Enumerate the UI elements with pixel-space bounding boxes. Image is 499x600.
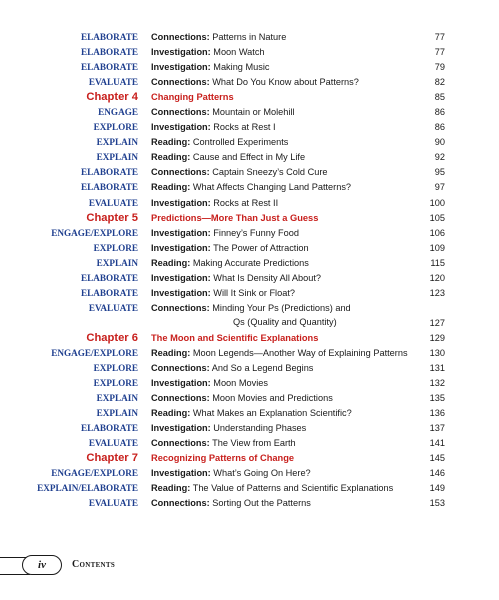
page-number-ref: 132	[429, 377, 445, 388]
entry-type: Reading:	[151, 152, 191, 163]
entry-type: Connections:	[151, 438, 210, 449]
toc-entry	[0, 135, 499, 150]
entry-title	[151, 45, 441, 60]
entry-title	[151, 481, 441, 496]
entry-title	[151, 105, 441, 120]
lesson-phase: EVALUATE	[88, 498, 138, 509]
page-number-ref: 105	[429, 212, 445, 223]
page-number-ref: 86	[434, 122, 445, 133]
lesson-phase: EVALUATE	[88, 302, 138, 313]
page-number-ref: 86	[434, 107, 445, 118]
toc-entry	[0, 150, 499, 165]
entry-title-text: Moon Legends—Another Way of Explaining Patterns	[192, 347, 408, 358]
entry-title-text: The Value of Patterns and Scientific Explanations	[192, 483, 394, 494]
toc-entry	[0, 286, 499, 301]
entry-title-text: Understanding Phases	[213, 423, 307, 434]
entry-type: Connections:	[151, 302, 210, 313]
entry-type: Reading:	[151, 408, 191, 419]
page-footer	[0, 555, 499, 575]
lesson-phase: ELABORATE	[80, 423, 138, 434]
toc-entry	[0, 196, 499, 211]
lesson-phase: ELABORATE	[80, 287, 138, 298]
entry-title-text: The View from Earth	[212, 438, 296, 449]
entry-type: Investigation:	[151, 377, 211, 388]
entry-title	[151, 150, 441, 165]
entry-title-text: Finney’s Funny Food	[213, 227, 299, 238]
lesson-phase: EVALUATE	[88, 77, 138, 88]
page-number-ref: 82	[434, 77, 445, 88]
entry-type: Connections:	[151, 77, 210, 88]
entry-type: Connections:	[151, 362, 210, 373]
entry-title	[151, 120, 441, 135]
entry-type: Investigation:	[151, 122, 211, 133]
toc-entry	[0, 241, 499, 256]
page-number-ref: 100	[429, 197, 445, 208]
toc-entry	[0, 271, 499, 286]
lesson-phase: EVALUATE	[88, 197, 138, 208]
toc-entry	[0, 180, 499, 195]
page-number-ref: 97	[434, 182, 445, 193]
toc-entry	[0, 496, 499, 511]
lesson-phase: EVALUATE	[88, 438, 138, 449]
entry-type: Reading:	[151, 182, 191, 193]
lesson-phase: ENGAGE/EXPLORE	[51, 468, 138, 479]
toc-chapter-heading	[0, 211, 499, 226]
entry-title	[151, 241, 441, 256]
lesson-phase: EXPLAIN/ELABORATE	[37, 483, 138, 494]
entry-type: Connections:	[151, 32, 210, 42]
entry-title-text: Moon Watch	[213, 47, 265, 58]
entry-title-text: What Affects Changing Land Patterns?	[192, 182, 352, 193]
entry-type: Reading:	[151, 257, 191, 268]
lesson-phase: ELABORATE	[80, 167, 138, 178]
entry-title	[151, 60, 441, 75]
entry-title	[151, 165, 441, 180]
toc-entry	[0, 301, 499, 331]
entry-title-text: Controlled Experiments	[192, 137, 289, 148]
entry-title-text: Making Accurate Predictions	[192, 257, 309, 268]
lesson-phase: ENGAGE/EXPLORE	[51, 347, 138, 358]
page-number-ref: 77	[434, 32, 445, 42]
entry-title	[151, 421, 441, 436]
page-number-ref: 153	[429, 498, 445, 509]
entry-title-text: Sorting Out the Patterns	[212, 498, 311, 509]
toc-entry	[0, 165, 499, 180]
entry-type: Investigation:	[151, 227, 211, 238]
chapter-number: Chapter 4	[86, 91, 138, 104]
entry-type: Connections:	[151, 498, 210, 509]
toc-entry	[0, 406, 499, 421]
toc-entry	[0, 391, 499, 406]
entry-title	[151, 75, 441, 90]
entry-type: Investigation:	[151, 272, 211, 283]
toc-entry	[0, 105, 499, 120]
page-number-ref: 135	[429, 393, 445, 404]
entry-title-text: Minding Your Ps (Predictions) and	[212, 302, 351, 313]
page-number-ref: 106	[429, 227, 445, 238]
toc-entry	[0, 226, 499, 241]
lesson-phase: EXPLAIN	[96, 257, 138, 268]
entry-title-text: Moon Movies and Predictions	[212, 393, 333, 404]
entry-title-text: And So a Legend Begins	[211, 362, 314, 373]
lesson-phase: ELABORATE	[80, 32, 138, 42]
lesson-phase: ELABORATE	[80, 47, 138, 58]
table-of-contents	[0, 30, 499, 511]
page-number-ref: 109	[429, 242, 445, 253]
lesson-phase: ELABORATE	[80, 182, 138, 193]
chapter-title: The Moon and Scientific Explanations	[151, 332, 319, 343]
entry-title-text: What Makes an Explanation Scientific?	[192, 408, 352, 419]
page-number-ref: 95	[434, 167, 445, 178]
entry-title	[151, 301, 441, 330]
page-number-ref: 149	[429, 483, 445, 494]
entry-title	[151, 361, 441, 376]
lesson-phase: EXPLORE	[93, 377, 138, 388]
entry-title-text: Will It Sink or Float?	[213, 287, 295, 298]
page-number: iv	[38, 559, 46, 571]
page-number-ref: 90	[434, 137, 445, 148]
entry-title	[151, 226, 441, 241]
page-number-ref: 115	[430, 257, 445, 268]
toc-entry	[0, 346, 499, 361]
lesson-phase: EXPLAIN	[96, 152, 138, 163]
lesson-phase: ELABORATE	[80, 62, 138, 73]
entry-title-text: Cause and Effect in My Life	[192, 152, 306, 163]
chapter-title: Predictions—More Than Just a Guess	[151, 212, 319, 223]
toc-entry	[0, 361, 499, 376]
chapter-number: Chapter 7	[86, 452, 138, 465]
toc-entry	[0, 466, 499, 481]
entry-type: Investigation:	[151, 47, 211, 58]
toc-entry	[0, 120, 499, 135]
lesson-phase: ENGAGE/EXPLORE	[51, 227, 138, 238]
page-number-ref: 141	[429, 438, 445, 449]
entry-type: Investigation:	[151, 242, 211, 253]
page-number-ref: 131	[429, 362, 445, 373]
entry-title-text: Moon Movies	[213, 377, 268, 388]
entry-type: Investigation:	[151, 468, 211, 479]
entry-title-text: What Do You Know about Patterns?	[212, 77, 359, 88]
lesson-phase: EXPLORE	[93, 362, 138, 373]
entry-title-text: Rocks at Rest II	[213, 197, 279, 208]
lesson-phase: EXPLAIN	[96, 137, 138, 148]
entry-type: Investigation:	[151, 197, 211, 208]
lesson-phase: EXPLORE	[93, 242, 138, 253]
toc-chapter-heading	[0, 451, 499, 466]
toc-entry	[0, 256, 499, 271]
toc-chapter-heading	[0, 331, 499, 346]
entry-type: Connections:	[151, 393, 210, 404]
entry-type: Reading:	[151, 483, 191, 494]
entry-title	[151, 135, 441, 150]
entry-title-text: The Power of Attraction	[213, 242, 309, 253]
entry-title-text: Patterns in Nature	[212, 32, 287, 42]
entry-title	[151, 256, 441, 271]
chapter-title: Changing Patterns	[151, 92, 234, 103]
chapter-number: Chapter 6	[86, 331, 138, 344]
entry-title-text: Mountain or Molehill	[212, 107, 295, 118]
entry-title	[151, 376, 441, 391]
entry-title	[151, 286, 441, 301]
toc-entry	[0, 60, 499, 75]
page-number-ref: 120	[429, 272, 445, 283]
toc-entry	[0, 436, 499, 451]
toc-chapter-heading	[0, 90, 499, 105]
entry-type: Investigation:	[151, 423, 211, 434]
entry-title-text: Making Music	[213, 62, 270, 73]
toc-entry	[0, 481, 499, 496]
entry-type: Reading:	[151, 347, 191, 358]
entry-title	[151, 466, 441, 481]
entry-title-text: Rocks at Rest I	[213, 122, 276, 133]
entry-type: Investigation:	[151, 62, 211, 73]
toc-entry	[0, 421, 499, 436]
entry-title	[151, 436, 441, 451]
lesson-phase: EXPLAIN	[96, 408, 138, 419]
page-number-ref: 137	[429, 423, 445, 434]
toc-entry	[0, 45, 499, 60]
chapter-number: Chapter 5	[86, 211, 138, 224]
entry-title	[151, 180, 441, 195]
entry-type: Connections:	[151, 167, 210, 178]
entry-type: Connections:	[151, 107, 210, 118]
page-number-ref: 92	[434, 152, 445, 163]
page-number-ref: 77	[434, 47, 445, 58]
lesson-phase: EXPLORE	[93, 122, 138, 133]
page-number-ref: 85	[434, 92, 445, 103]
page-number-ref: 130	[429, 347, 445, 358]
entry-title	[151, 406, 441, 421]
entry-title-text: Captain Sneezy’s Cold Cure	[212, 167, 328, 178]
entry-title	[151, 346, 441, 361]
page-number-ref: 123	[429, 287, 445, 298]
page-number-ref: 145	[429, 453, 445, 464]
entry-type: Investigation:	[151, 287, 211, 298]
entry-title-text: What’s Going On Here?	[213, 468, 311, 479]
page-number-ref: 146	[429, 468, 445, 479]
lesson-phase: ELABORATE	[80, 272, 138, 283]
entry-title	[151, 391, 441, 406]
page-number-ref: 136	[429, 408, 445, 419]
lesson-phase: ENGAGE	[98, 107, 138, 118]
entry-title	[151, 271, 441, 286]
page-number-ref: 129	[429, 332, 445, 343]
toc-entry	[0, 30, 499, 45]
page-number-ref: 79	[434, 62, 445, 73]
entry-title-text: What Is Density All About?	[213, 272, 322, 283]
page-number-ref: 127	[429, 317, 445, 328]
chapter-title: Recognizing Patterns of Change	[151, 453, 295, 464]
entry-title	[151, 196, 441, 211]
entry-type: Reading:	[151, 137, 191, 148]
entry-title	[151, 496, 441, 511]
entry-title	[151, 30, 441, 45]
entry-title-continued: Qs (Quality and Quantity)	[233, 317, 337, 328]
lesson-phase: EXPLAIN	[96, 393, 138, 404]
toc-entry	[0, 376, 499, 391]
running-footer-label: Contents	[72, 559, 116, 570]
toc-entry	[0, 75, 499, 90]
